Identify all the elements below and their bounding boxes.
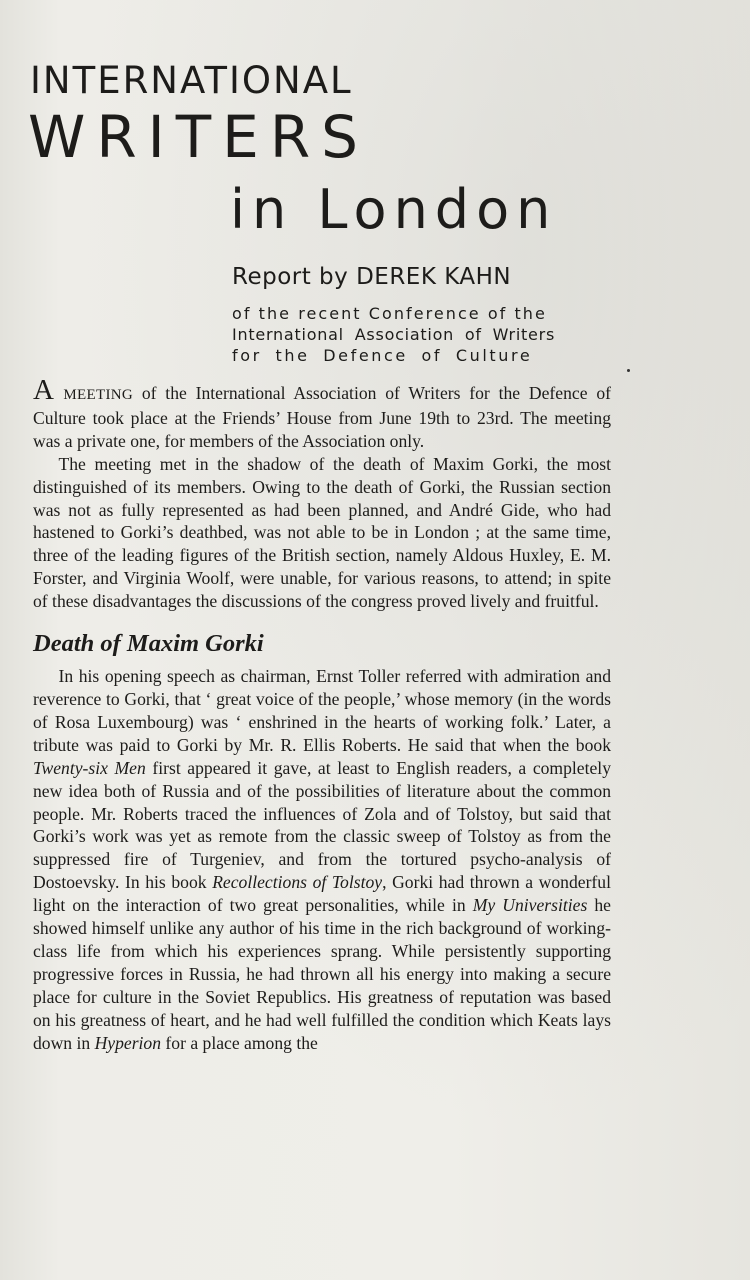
paragraph-3 bbox=[33, 665, 611, 1054]
book-title-recollections: Recollections of Tolstoy bbox=[212, 872, 383, 893]
book-title-twenty-six-men: Twenty-six Men bbox=[33, 757, 146, 778]
byline-report: Report by DEREK KAHN bbox=[232, 264, 512, 290]
paragraph-1-text: of the International Association of Writers for the Defence of Culture took place at the Friends’ House from June 19th to 23rd. The meeting was a private one, for members of the Association only. bbox=[33, 383, 611, 451]
paragraph-3-text-e: for a place among the bbox=[161, 1032, 318, 1053]
byline-subtitle-2: International Association of Writers bbox=[232, 325, 556, 344]
paragraph-3-text-c: , Gorki had thrown a wonderful light on the interaction of two great personalities, while in bbox=[33, 872, 611, 916]
ink-speck bbox=[627, 369, 630, 372]
paragraph-3-text-a: In his opening speech as chairman, Ernst Toller referred with admiration and reverence to Gorki, that ‘ great voice of the people,’ whose memory (in the words of Rosa Luxembourg) was ‘ enshrined in the hearts of working folk.’ Later, a tribute was paid to Gorki by Mr. R. Ellis Roberts. He said that when the book bbox=[33, 666, 611, 755]
byline-subtitle-3: for the Defence of Culture bbox=[232, 346, 533, 365]
paragraph-3-text-b: first appeared it gave, at least to English readers, a completely new idea both of Russia and of the possibilities of literature about the common people. Mr. Roberts traced the influences of Zola and of Tolstoy, but said that Gorki’s work was yet as remote from the classic sweep of Tolstoy as from the suppressed fire of Turgeniev, and from the tortured psycho-analysis of Dostoevsky. In his book bbox=[33, 757, 611, 893]
paragraph-2: The meeting met in the shadow of the death of Maxim Gorki, the most distinguished of its members. Owing to the death of Gorki, the Russian section was not as fully represented as had been planned, and André Gide, who had hastened to Gorki’s deathbed, was not able to be in London ; at the same time, three of the leading figures of the British section, namely Aldous Huxley, E. M. Forster, and Virginia Woolf, were unable, for various reasons, to attend; in spite of these disadvantages the discussions of the congress proved lively and fruitful. bbox=[33, 453, 611, 612]
article-body bbox=[33, 374, 611, 1054]
paragraph-3-text-d: he showed himself unlike any author of his time in the rich background of working-class life from which his experiences sprang. While persistently supporting progressive forces in Russia, he had thrown all his energy into making a secure place for culture in the Soviet Republics. His greatness of reputation was based on his greatness of heart, and he had well fulfilled the condition which Keats lays down in bbox=[33, 895, 611, 1053]
paragraph-1 bbox=[33, 374, 611, 453]
title-line-writers: WRITERS bbox=[28, 103, 369, 171]
article-title-block bbox=[0, 0, 750, 380]
byline-subtitle-1: of the recent Conference of the bbox=[232, 304, 547, 323]
title-line-in-london: in London bbox=[230, 178, 558, 241]
small-caps-lead: MEETING bbox=[54, 387, 134, 403]
book-title-hyperion: Hyperion bbox=[94, 1032, 162, 1053]
section-heading: Death of Maxim Gorki bbox=[33, 630, 264, 658]
drop-cap: A bbox=[33, 374, 54, 406]
book-title-my-universities: My Universities bbox=[472, 895, 588, 916]
title-line-international: INTERNATIONAL bbox=[30, 59, 353, 102]
